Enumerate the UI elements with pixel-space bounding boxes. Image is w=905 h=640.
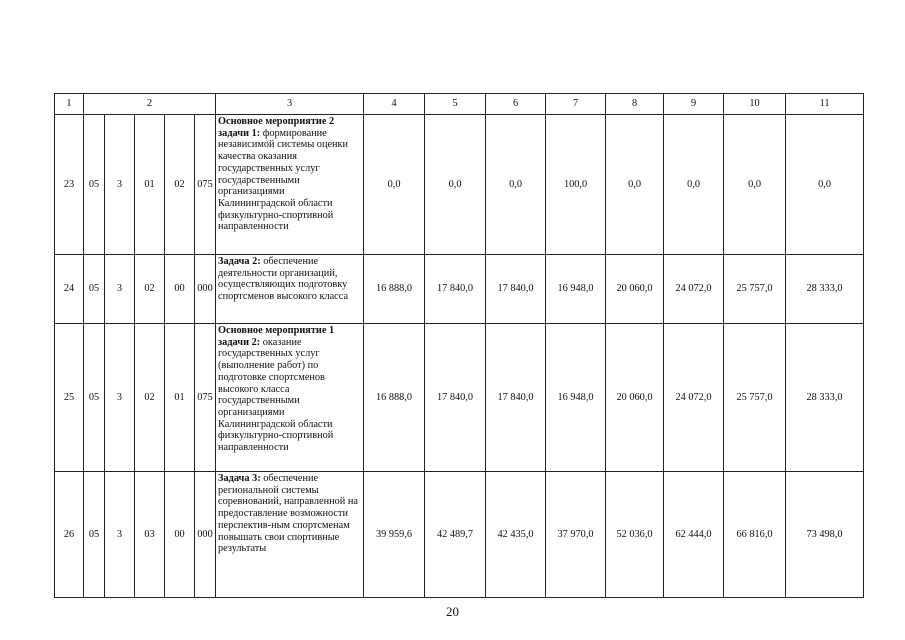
value-cell: 0,0 [425, 115, 486, 255]
item-title-bold: Задача 2: [218, 256, 261, 267]
value-cell: 39 959,6 [364, 472, 425, 598]
value-cell: 20 060,0 [606, 255, 664, 324]
code-cell: 05 [84, 472, 105, 598]
value-cell: 42 489,7 [425, 472, 486, 598]
code-cell: 05 [84, 115, 105, 255]
value-cell: 25 757,0 [724, 255, 786, 324]
header-cell: 1 [55, 94, 84, 115]
row-number: 24 [55, 255, 84, 324]
item-title-text: оказание государственных услуг (выполнение работ) по подготовке спортсменов высокого класса государственными организациями Калининградской области физкультурно-спортивной направленности [218, 336, 334, 454]
code-cell: 3 [105, 115, 135, 255]
table-row [55, 472, 864, 598]
code-cell: 000 [195, 255, 216, 324]
header-cell: 6 [486, 94, 546, 115]
value-cell: 42 435,0 [486, 472, 546, 598]
code-cell: 3 [105, 472, 135, 598]
value-cell: 17 840,0 [486, 324, 546, 472]
header-cell: 4 [364, 94, 425, 115]
code-cell: 000 [195, 472, 216, 598]
header-cell: 11 [786, 94, 864, 115]
budget-table [54, 93, 864, 598]
code-cell: 03 [135, 472, 165, 598]
code-cell: 075 [195, 324, 216, 472]
header-cell: 5 [425, 94, 486, 115]
value-cell: 24 072,0 [664, 324, 724, 472]
code-cell: 3 [105, 324, 135, 472]
header-cell: 7 [546, 94, 606, 115]
header-row [55, 94, 864, 115]
item-title-text: обеспечение региональной системы соревнований, направленной на предоставление возможности перспектив-ным спортсменам повышать свои спортивные результаты [218, 473, 358, 555]
value-cell: 0,0 [724, 115, 786, 255]
value-cell: 52 036,0 [606, 472, 664, 598]
row-number: 23 [55, 115, 84, 255]
code-cell: 05 [84, 324, 105, 472]
item-title-bold: Задача 3: [218, 473, 261, 484]
code-cell: 3 [105, 255, 135, 324]
value-cell: 73 498,0 [786, 472, 864, 598]
value-cell: 17 840,0 [486, 255, 546, 324]
row-number: 25 [55, 324, 84, 472]
code-cell: 02 [165, 115, 195, 255]
code-cell: 00 [165, 472, 195, 598]
value-cell: 0,0 [486, 115, 546, 255]
value-cell: 0,0 [786, 115, 864, 255]
item-description [216, 472, 364, 598]
value-cell: 0,0 [364, 115, 425, 255]
value-cell: 25 757,0 [724, 324, 786, 472]
value-cell: 16 948,0 [546, 255, 606, 324]
value-cell: 20 060,0 [606, 324, 664, 472]
value-cell: 37 970,0 [546, 472, 606, 598]
value-cell: 0,0 [606, 115, 664, 255]
code-cell: 01 [135, 115, 165, 255]
item-title-text: обеспечение деятельности организаций, осуществляющих подготовку спортсменов высокого класса [218, 256, 349, 303]
code-cell: 01 [165, 324, 195, 472]
value-cell: 24 072,0 [664, 255, 724, 324]
item-description [216, 255, 364, 324]
table-row [55, 324, 864, 472]
value-cell: 17 840,0 [425, 324, 486, 472]
item-title-text: формирование независимой системы оценки качества оказания государственных услуг государственными организациями Калининградской области физкультурно-спортивной направленности [218, 127, 349, 233]
item-description [216, 115, 364, 255]
table-row [55, 255, 864, 324]
code-cell: 02 [135, 324, 165, 472]
item-title-bold: Основное мероприятие 2 задачи 1: [218, 116, 335, 139]
value-cell: 17 840,0 [425, 255, 486, 324]
value-cell: 66 816,0 [724, 472, 786, 598]
row-number: 26 [55, 472, 84, 598]
value-cell: 16 948,0 [546, 324, 606, 472]
value-cell: 100,0 [546, 115, 606, 255]
code-cell: 02 [135, 255, 165, 324]
code-cell: 075 [195, 115, 216, 255]
value-cell: 28 333,0 [786, 324, 864, 472]
code-cell: 00 [165, 255, 195, 324]
header-cell: 3 [216, 94, 364, 115]
value-cell: 28 333,0 [786, 255, 864, 324]
value-cell: 0,0 [664, 115, 724, 255]
item-description [216, 324, 364, 472]
header-cell: 9 [664, 94, 724, 115]
table-row [55, 115, 864, 255]
header-cell: 2 [84, 94, 216, 115]
header-cell: 10 [724, 94, 786, 115]
header-cell: 8 [606, 94, 664, 115]
value-cell: 62 444,0 [664, 472, 724, 598]
item-title-bold: Основное мероприятие 1 задачи 2: [218, 325, 335, 348]
value-cell: 16 888,0 [364, 324, 425, 472]
value-cell: 16 888,0 [364, 255, 425, 324]
code-cell: 05 [84, 255, 105, 324]
page-number: 20 [446, 604, 459, 619]
